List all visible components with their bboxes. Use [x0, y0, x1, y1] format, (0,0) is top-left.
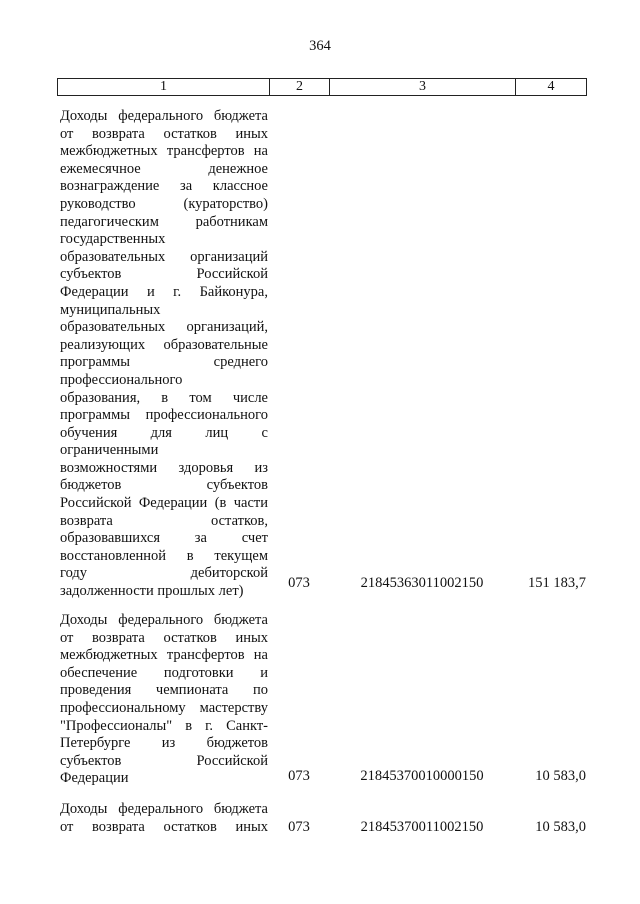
description-line: "Профессионалы" в г. Санкт- [60, 717, 268, 734]
description-line: педагогическим работникам [60, 213, 268, 230]
description-line: образовательных организаций [60, 248, 268, 265]
description-line: Доходы федерального бюджета [60, 612, 268, 628]
description-line: обучения для лиц с [60, 424, 268, 441]
row-description [60, 612, 268, 788]
description-line: субъектов Российской [60, 266, 268, 283]
description-line: Федерации и г. Байконура, [60, 283, 268, 300]
description-line: Петербурге из бюджетов [60, 735, 268, 752]
description-line: межбюджетных трансфертов на [60, 647, 268, 664]
column-header-table [57, 78, 587, 96]
description-line: муниципальных [60, 301, 161, 318]
description-line: возможностями здоровья из [60, 459, 268, 476]
amount-cell: 151 183,7 [528, 575, 586, 591]
description-line: субъектов Российской [60, 752, 268, 769]
description-line: Доходы федерального бюджета [60, 108, 268, 124]
description-line: году дебиторской [60, 565, 268, 582]
description-line: возврата остатков, [60, 512, 268, 529]
kbk-code-cell: 21845370010000150 [360, 768, 484, 784]
description-line: вознаграждение за классное [60, 178, 268, 195]
description-line: программы среднего [60, 354, 268, 371]
description-line: программы профессионального [60, 407, 268, 424]
page-number: 364 [309, 38, 331, 54]
description-line: ежемесячное денежное [60, 160, 268, 177]
row-description [60, 108, 268, 601]
admin-code-cell: 073 [288, 768, 310, 784]
amount-cell: 10 583,0 [535, 819, 586, 835]
admin-code-cell: 073 [288, 575, 310, 591]
description-line: образовавшихся за счет [60, 530, 268, 547]
description-line: реализующих образовательные [60, 336, 268, 353]
description-line: Доходы федерального бюджета [60, 801, 268, 817]
description-line: государственных [60, 231, 166, 248]
description-line: от возврата остатков иных [60, 629, 268, 646]
description-line: Российской Федерации (в части [60, 495, 268, 512]
column-header-3: 3 [330, 79, 516, 96]
description-line: Федерации [60, 770, 129, 787]
column-header-4: 4 [516, 79, 587, 96]
description-line: межбюджетных трансфертов на [60, 143, 268, 160]
description-line: профессиональному мастерству [60, 699, 268, 716]
description-line: руководство (кураторство) [60, 195, 268, 212]
kbk-code-cell: 21845370011002150 [360, 819, 484, 835]
admin-code-cell: 073 [288, 819, 310, 835]
kbk-code-cell: 21845363011002150 [360, 575, 484, 591]
description-line: от возврата остатков иных [60, 125, 268, 142]
column-header-2: 2 [270, 79, 330, 96]
description-line: образования, в том числе [60, 389, 268, 406]
amount-cell: 10 583,0 [535, 768, 586, 784]
description-line: от возврата остатков иных [60, 818, 268, 835]
description-line: задолженности прошлых лет) [60, 583, 244, 600]
description-line: обеспечение подготовки и [60, 664, 268, 681]
description-line: бюджетов субъектов [60, 477, 268, 494]
description-line: образовательных организаций, [60, 319, 268, 336]
description-line: восстановленной в текущем [60, 547, 268, 564]
description-line: проведения чемпионата по [60, 682, 268, 699]
column-header-row [58, 79, 587, 96]
description-line: ограниченными [60, 442, 159, 459]
description-line: профессионального [60, 371, 183, 388]
column-header-1: 1 [58, 79, 270, 96]
row-description [60, 801, 268, 836]
